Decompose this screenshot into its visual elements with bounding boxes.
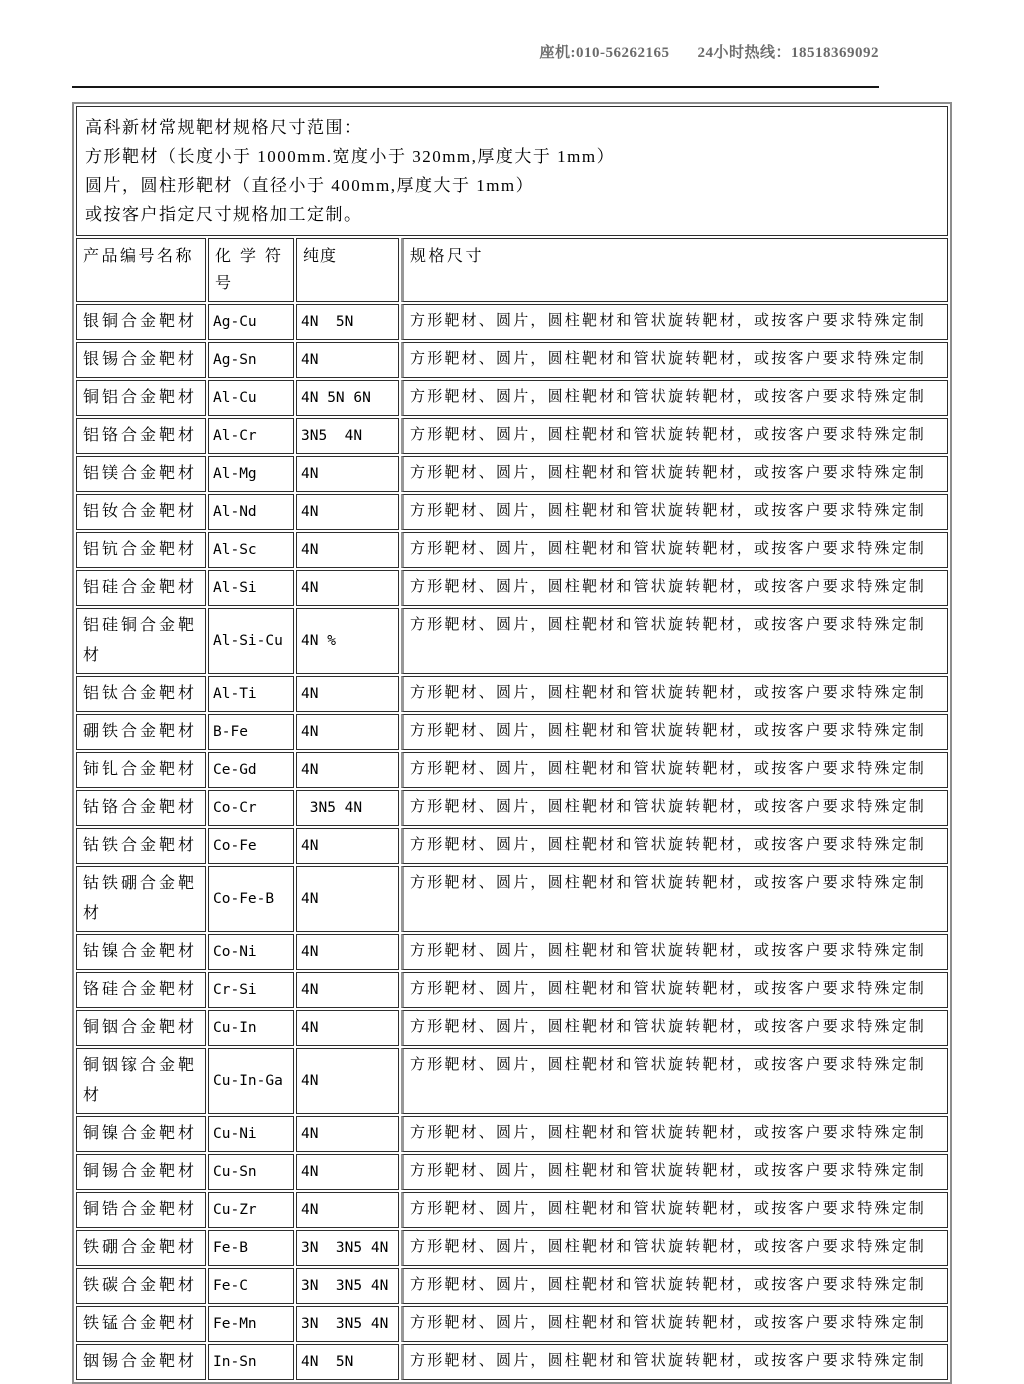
product-table-body	[76, 106, 948, 1380]
table-header-row	[76, 238, 948, 302]
table-row	[76, 1344, 948, 1380]
table-row	[76, 1192, 948, 1228]
purity-cell: 4N	[296, 866, 399, 932]
chemical-symbol-cell: Ag-Cu	[208, 304, 294, 340]
product-name-cell: 铈钆合金靶材	[76, 752, 206, 788]
chemical-symbol-cell: Cu-Zr	[208, 1192, 294, 1228]
table-row	[76, 304, 948, 340]
table-row	[76, 866, 948, 932]
spec-size-cell: 方形靶材、圆片，圆柱靶材和管状旋转靶材，或按客户要求特殊定制	[401, 418, 948, 454]
table-row	[76, 494, 948, 530]
table-row	[76, 1306, 948, 1342]
table-row	[76, 828, 948, 864]
chemical-symbol-cell: Cu-In-Ga	[208, 1048, 294, 1114]
product-name-cell: 铝钪合金靶材	[76, 532, 206, 568]
chemical-symbol-cell: Al-Cu	[208, 380, 294, 416]
product-name-cell: 铝钛合金靶材	[76, 676, 206, 712]
chemical-symbol-cell: Co-Cr	[208, 790, 294, 826]
purity-cell: 3N 3N5 4N	[296, 1268, 399, 1304]
product-name-cell: 铝硅铜合金靶材	[76, 608, 206, 674]
spec-size-cell: 方形靶材、圆片，圆柱靶材和管状旋转靶材，或按客户要求特殊定制	[401, 1116, 948, 1152]
table-row	[76, 790, 948, 826]
table-row	[76, 1010, 948, 1046]
chemical-symbol-cell: Al-Si	[208, 570, 294, 606]
chemical-symbol-cell: Al-Mg	[208, 456, 294, 492]
product-name-cell: 铁硼合金靶材	[76, 1230, 206, 1266]
product-name-cell: 铜铝合金靶材	[76, 380, 206, 416]
chemical-symbol-cell: Fe-B	[208, 1230, 294, 1266]
product-name-cell: 钴镍合金靶材	[76, 934, 206, 970]
chemical-symbol-cell: Cu-In	[208, 1010, 294, 1046]
spec-size-cell: 方形靶材、圆片，圆柱靶材和管状旋转靶材，或按客户要求特殊定制	[401, 1048, 948, 1114]
purity-cell: 4N	[296, 570, 399, 606]
purity-cell: 4N	[296, 934, 399, 970]
chemical-symbol-cell: Co-Ni	[208, 934, 294, 970]
intro-row	[76, 106, 948, 236]
chemical-symbol-cell: B-Fe	[208, 714, 294, 750]
product-name-cell: 铜铟镓合金靶材	[76, 1048, 206, 1114]
table-row	[76, 456, 948, 492]
purity-cell: 3N5 4N	[296, 418, 399, 454]
spec-size-cell: 方形靶材、圆片，圆柱靶材和管状旋转靶材，或按客户要求特殊定制	[401, 934, 948, 970]
product-name-cell: 铟锡合金靶材	[76, 1344, 206, 1380]
purity-cell: 4N	[296, 752, 399, 788]
purity-cell: 4N	[296, 342, 399, 378]
table-row	[76, 1116, 948, 1152]
product-name-cell: 铜镍合金靶材	[76, 1116, 206, 1152]
chemical-symbol-cell: Co-Fe	[208, 828, 294, 864]
spec-size-cell: 方形靶材、圆片，圆柱靶材和管状旋转靶材，或按客户要求特殊定制	[401, 828, 948, 864]
purity-cell: 4N	[296, 1154, 399, 1190]
hotline-label: 24小时热线：18518369092	[697, 45, 879, 61]
spec-size-cell: 方形靶材、圆片，圆柱靶材和管状旋转靶材，或按客户要求特殊定制	[401, 380, 948, 416]
intro-block	[76, 106, 948, 236]
spec-size-cell: 方形靶材、圆片，圆柱靶材和管状旋转靶材，或按客户要求特殊定制	[401, 1344, 948, 1380]
purity-cell: 3N5 4N	[296, 790, 399, 826]
purity-cell: 4N 5N	[296, 1344, 399, 1380]
purity-cell: 4N	[296, 494, 399, 530]
chemical-symbol-cell: In-Sn	[208, 1344, 294, 1380]
spec-size-cell: 方形靶材、圆片，圆柱靶材和管状旋转靶材，或按客户要求特殊定制	[401, 676, 948, 712]
chemical-symbol-cell: Al-Nd	[208, 494, 294, 530]
table-row	[76, 934, 948, 970]
purity-cell: 4N	[296, 532, 399, 568]
purity-cell: 3N 3N5 4N	[296, 1306, 399, 1342]
purity-cell: 4N	[296, 1048, 399, 1114]
chemical-symbol-cell: Al-Si-Cu	[208, 608, 294, 674]
chemical-symbol-cell: Al-Cr	[208, 418, 294, 454]
col-header-chemical-symbol: 化 学 符号	[208, 238, 294, 302]
purity-cell: 4N	[296, 456, 399, 492]
purity-cell: 4N	[296, 972, 399, 1008]
chemical-symbol-cell: Cr-Si	[208, 972, 294, 1008]
spec-size-cell: 方形靶材、圆片，圆柱靶材和管状旋转靶材，或按客户要求特殊定制	[401, 752, 948, 788]
chemical-symbol-cell: Ce-Gd	[208, 752, 294, 788]
spec-size-cell: 方形靶材、圆片，圆柱靶材和管状旋转靶材，或按客户要求特殊定制	[401, 972, 948, 1008]
chemical-symbol-cell: Fe-C	[208, 1268, 294, 1304]
table-row	[76, 1268, 948, 1304]
spec-size-cell: 方形靶材、圆片，圆柱靶材和管状旋转靶材，或按客户要求特殊定制	[401, 1230, 948, 1266]
table-row	[76, 608, 948, 674]
intro-line-custom: 或按客户指定尺寸规格加工定制。	[85, 205, 363, 224]
product-name-cell: 铝铬合金靶材	[76, 418, 206, 454]
intro-line-square-target: 方形靶材（长度小于 1000mm.宽度小于 320mm,厚度大于 1mm）	[85, 147, 616, 166]
chemical-symbol-cell: Cu-Ni	[208, 1116, 294, 1152]
spec-size-cell: 方形靶材、圆片，圆柱靶材和管状旋转靶材，或按客户要求特殊定制	[401, 532, 948, 568]
table-row	[76, 714, 948, 750]
chemical-symbol-cell: Cu-Sn	[208, 1154, 294, 1190]
spec-size-cell: 方形靶材、圆片，圆柱靶材和管状旋转靶材，或按客户要求特殊定制	[401, 494, 948, 530]
product-name-cell: 银锡合金靶材	[76, 342, 206, 378]
table-row	[76, 1154, 948, 1190]
spec-size-cell: 方形靶材、圆片，圆柱靶材和管状旋转靶材，或按客户要求特殊定制	[401, 342, 948, 378]
spec-size-cell: 方形靶材、圆片，圆柱靶材和管状旋转靶材，或按客户要求特殊定制	[401, 304, 948, 340]
spec-size-cell: 方形靶材、圆片，圆柱靶材和管状旋转靶材，或按客户要求特殊定制	[401, 1306, 948, 1342]
spec-size-cell: 方形靶材、圆片，圆柱靶材和管状旋转靶材，或按客户要求特殊定制	[401, 1192, 948, 1228]
table-row	[76, 972, 948, 1008]
spec-size-cell: 方形靶材、圆片，圆柱靶材和管状旋转靶材，或按客户要求特殊定制	[401, 456, 948, 492]
table-row	[76, 380, 948, 416]
spec-size-cell: 方形靶材、圆片，圆柱靶材和管状旋转靶材，或按客户要求特殊定制	[401, 1154, 948, 1190]
chemical-symbol-cell: Al-Sc	[208, 532, 294, 568]
table-row	[76, 342, 948, 378]
product-name-cell: 铝钕合金靶材	[76, 494, 206, 530]
product-spec-table	[72, 102, 952, 1384]
table-row	[76, 1048, 948, 1114]
spec-size-cell: 方形靶材、圆片，圆柱靶材和管状旋转靶材，或按客户要求特殊定制	[401, 866, 948, 932]
product-name-cell: 铁碳合金靶材	[76, 1268, 206, 1304]
chemical-symbol-cell: Ag-Sn	[208, 342, 294, 378]
product-name-cell: 铜锡合金靶材	[76, 1154, 206, 1190]
purity-cell: 4N	[296, 714, 399, 750]
product-name-cell: 铜锆合金靶材	[76, 1192, 206, 1228]
table-row	[76, 1230, 948, 1266]
intro-line-title: 高科新材常规靶材规格尺寸范围：	[85, 118, 363, 137]
product-name-cell: 钴铬合金靶材	[76, 790, 206, 826]
product-name-cell: 硼铁合金靶材	[76, 714, 206, 750]
table-row	[76, 570, 948, 606]
purity-cell: 3N 3N5 4N	[296, 1230, 399, 1266]
purity-cell: 4N	[296, 828, 399, 864]
chemical-symbol-cell: Al-Ti	[208, 676, 294, 712]
purity-cell: 4N %	[296, 608, 399, 674]
product-name-cell: 铝镁合金靶材	[76, 456, 206, 492]
purity-cell: 4N 5N	[296, 304, 399, 340]
product-name-cell: 钴铁合金靶材	[76, 828, 206, 864]
purity-cell: 4N	[296, 1010, 399, 1046]
product-name-cell: 钴铁硼合金靶材	[76, 866, 206, 932]
spec-size-cell: 方形靶材、圆片，圆柱靶材和管状旋转靶材，或按客户要求特殊定制	[401, 1268, 948, 1304]
table-row	[76, 532, 948, 568]
spec-size-cell: 方形靶材、圆片，圆柱靶材和管状旋转靶材，或按客户要求特殊定制	[401, 790, 948, 826]
chemical-symbol-cell: Co-Fe-B	[208, 866, 294, 932]
phone-label: 座机:010-56262165	[539, 45, 670, 61]
table-row	[76, 676, 948, 712]
product-name-cell: 铝硅合金靶材	[76, 570, 206, 606]
col-header-spec-size: 规格尺寸	[401, 238, 948, 302]
purity-cell: 4N 5N 6N	[296, 380, 399, 416]
product-name-cell: 铜铟合金靶材	[76, 1010, 206, 1046]
spec-size-cell: 方形靶材、圆片，圆柱靶材和管状旋转靶材，或按客户要求特殊定制	[401, 608, 948, 674]
spec-size-cell: 方形靶材、圆片，圆柱靶材和管状旋转靶材，或按客户要求特殊定制	[401, 1010, 948, 1046]
purity-cell: 4N	[296, 676, 399, 712]
product-name-cell: 铬硅合金靶材	[76, 972, 206, 1008]
purity-cell: 4N	[296, 1192, 399, 1228]
intro-line-round-target: 圆片，圆柱形靶材（直径小于 400mm,厚度大于 1mm）	[85, 176, 535, 195]
page	[0, 24, 1024, 1370]
spec-size-cell: 方形靶材、圆片，圆柱靶材和管状旋转靶材，或按客户要求特殊定制	[401, 570, 948, 606]
table-row	[76, 752, 948, 788]
col-header-purity: 纯度	[296, 238, 399, 302]
spec-size-cell: 方形靶材、圆片，圆柱靶材和管状旋转靶材，或按客户要求特殊定制	[401, 714, 948, 750]
chemical-symbol-cell: Fe-Mn	[208, 1306, 294, 1342]
contact-header	[72, 24, 879, 88]
purity-cell: 4N	[296, 1116, 399, 1152]
product-name-cell: 银铜合金靶材	[76, 304, 206, 340]
col-header-product-name: 产品编号名称	[76, 238, 206, 302]
product-name-cell: 铁锰合金靶材	[76, 1306, 206, 1342]
table-row	[76, 418, 948, 454]
